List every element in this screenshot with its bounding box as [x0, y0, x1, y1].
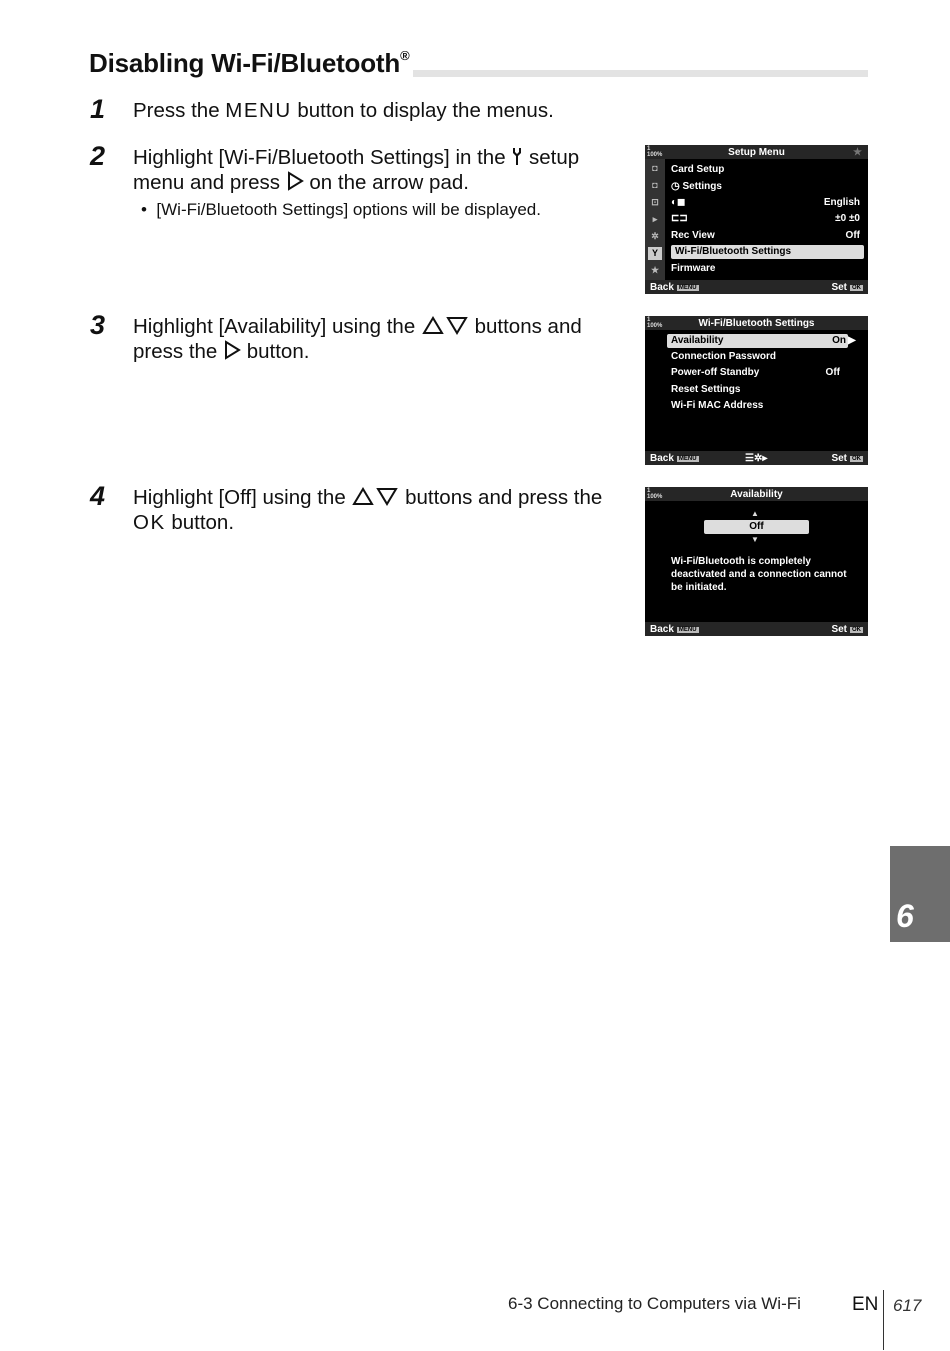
step-1-text: Press the MENU button to display the menus. [133, 99, 554, 122]
availability-message: Wi-Fi/Bluetooth is completely deactivated and a connection cannot be initiated. [671, 556, 847, 593]
clock-icon: ◷ [671, 181, 683, 192]
menu-row: Rec View Off [671, 230, 860, 241]
screen-title: Setup Menu [728, 147, 785, 158]
custom-tab-icon: ✲ [651, 231, 659, 241]
battery-indicator: 1 100% [647, 317, 663, 329]
heading-text: Disabling Wi-Fi/Bluetooth [89, 48, 401, 78]
battery-indicator: 1 100% [647, 146, 663, 158]
monitor-icon: ⊏⊐ [671, 213, 688, 224]
battery-indicator: 1 100% [647, 488, 663, 500]
wifi-settings-screen [645, 316, 868, 465]
menu-row-selected: Wi-Fi/Bluetooth Settings [671, 245, 864, 259]
screen-header [645, 487, 868, 501]
screen-header [645, 316, 868, 330]
arrow-right-icon [223, 340, 241, 360]
registered-mark: ® [400, 48, 410, 63]
step-number-1: 1 [90, 94, 106, 124]
section-footer: 6-3 Connecting to Computers via Wi-Fi [508, 1294, 801, 1313]
setup-tab-icon: Y [648, 247, 662, 260]
step-4-text: Highlight [Off] using the buttons and press the OK button. [133, 486, 603, 534]
menu-row: Card Setup [671, 164, 725, 175]
camera2-tab-icon: ◘ [652, 180, 658, 190]
mymenu-tab-icon: ★ [650, 265, 660, 275]
menu-row-selected: Availability On [667, 334, 848, 348]
screen-header [645, 145, 868, 159]
arrow-down-icon: ▼ [751, 535, 759, 544]
step-number-4: 4 [90, 481, 106, 511]
page-heading [89, 48, 868, 80]
wrench-icon [511, 146, 523, 166]
menu-row: Connection Password [671, 351, 777, 362]
option-selected: Off [704, 520, 809, 534]
menu-row: Power-off Standby Off [671, 367, 840, 378]
screen-footer: Back MENU ☰✲▸ Set OK [645, 451, 868, 465]
language-icon: ◐◼ [671, 197, 686, 208]
footer-divider [883, 1290, 884, 1350]
page-number: 617 [893, 1296, 922, 1315]
up-down-arrows-icon [351, 486, 399, 506]
menu-row: ◐◼ English [671, 197, 860, 208]
chapter-number: 6 [896, 898, 914, 934]
setup-menu-screen [645, 145, 868, 294]
playback-tab-icon: ▸ [652, 214, 658, 224]
availability-screen [645, 487, 868, 636]
up-down-arrows-icon [421, 315, 469, 335]
video-tab-icon: ⊡ [651, 197, 659, 207]
menu-button-label: MENU [225, 99, 292, 122]
step-number-2: 2 [90, 141, 106, 171]
screen-footer: Back MENU Set OK [645, 280, 868, 294]
menu-row: Reset Settings [671, 384, 741, 395]
star-icon: ★ [853, 147, 862, 158]
menu-tab-bar [645, 159, 665, 280]
camera-tab-icon: ◘ [652, 163, 658, 173]
menu-row: ⊏⊐ ±0 ±0 [671, 213, 860, 224]
menu-row: Wi-Fi MAC Address [671, 400, 764, 411]
arrow-right-icon [286, 171, 304, 191]
language-code: EN [852, 1294, 879, 1315]
menu-row: Firmware [671, 263, 716, 274]
step-3-text: Highlight [Availability] using the buttons and press the button. [133, 315, 582, 363]
screen-title: Availability [730, 489, 783, 500]
ok-button-label: OK [133, 511, 166, 534]
menu-row: ◷ Settings [671, 181, 722, 192]
settings-arrow-icon: ☰✲▸ [745, 453, 768, 464]
screen-footer: Back MENU Set OK [645, 622, 868, 636]
screen-title: Wi-Fi/Bluetooth Settings [698, 318, 815, 329]
step-2-text: Highlight [Wi-Fi/Bluetooth Settings] in the setup menu and press on the arrow pad. [133, 146, 580, 194]
arrow-up-icon: ▲ [751, 509, 759, 518]
step-2-bullet: • [Wi-Fi/Bluetooth Settings] options will be displayed. [141, 200, 541, 219]
step-number-3: 3 [90, 310, 106, 340]
arrow-right-icon: ▶ [848, 335, 856, 346]
